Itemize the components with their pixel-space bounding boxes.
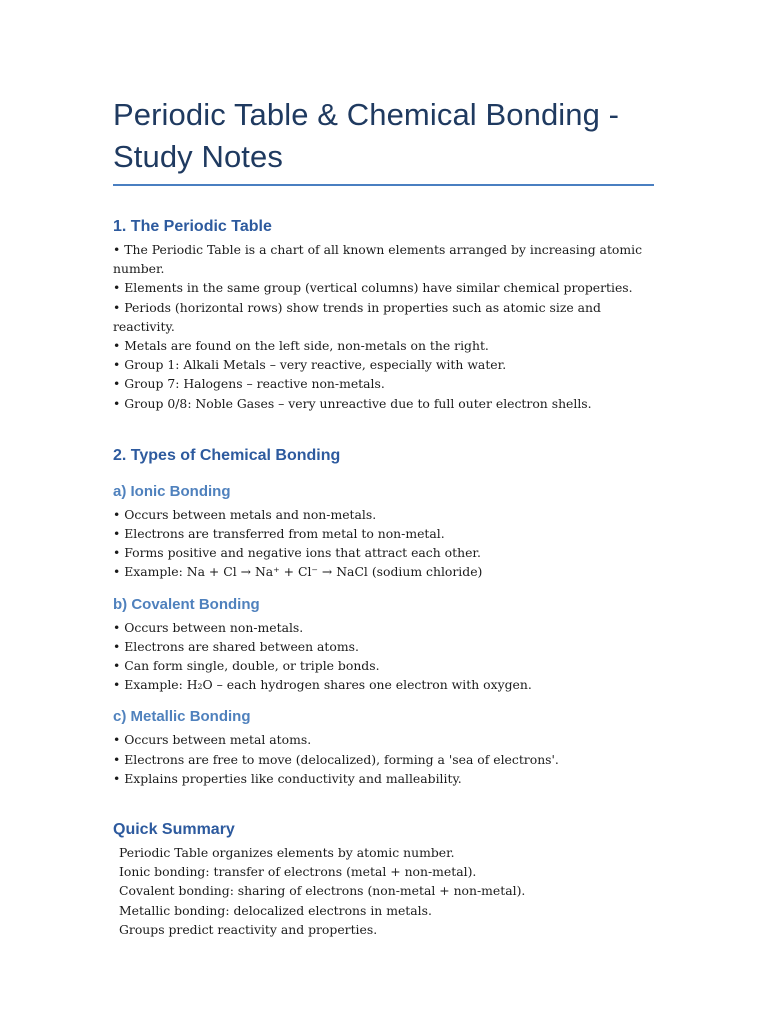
list-item: • Group 1: Alkali Metals – very reactive, especially with water. bbox=[113, 357, 507, 373]
list-item: • Occurs between metal atoms. bbox=[113, 732, 312, 748]
list-item: • Forms positive and negative ions that attract each other. bbox=[113, 545, 481, 561]
list-item: • Periods (horizontal rows) show trends in properties such as atomic size and reactivity. bbox=[113, 299, 601, 334]
section-quick-summary bbox=[113, 820, 658, 939]
list-item: • Occurs between metals and non-metals. bbox=[113, 506, 377, 522]
list-item: • Occurs between non-metals. bbox=[113, 619, 304, 635]
list-item: • Electrons are shared between atoms. bbox=[113, 638, 359, 654]
subheading-covalent-bonding: b) Covalent Bonding bbox=[113, 595, 260, 613]
list-item: Groups predict reactivity and properties. bbox=[119, 921, 378, 937]
section-heading-periodic-table: 1. The Periodic Table bbox=[113, 218, 272, 235]
list-item: Ionic bonding: transfer of electrons (metal + non-metal). bbox=[119, 864, 477, 880]
periodic-table-bullet-list bbox=[113, 240, 658, 413]
page-title: Periodic Table & Chemical Bonding - Study Notes bbox=[113, 97, 620, 174]
list-item: Periodic Table organizes elements by atomic number. bbox=[119, 845, 455, 861]
metallic-bonding-bullet-list bbox=[113, 730, 658, 788]
list-item: • Can form single, double, or triple bonds. bbox=[113, 658, 380, 674]
list-item: • Metals are found on the left side, non-metals on the right. bbox=[113, 338, 489, 354]
section-heading-quick-summary: Quick Summary bbox=[113, 821, 235, 839]
list-item: • Electrons are free to move (delocalized), forming a 'sea of electrons'. bbox=[113, 751, 559, 767]
subheading-ionic-bonding: a) Ionic Bonding bbox=[113, 482, 231, 500]
document-page bbox=[113, 0, 658, 939]
list-item: • Group 7: Halogens – reactive non-metals. bbox=[113, 376, 385, 392]
section-chemical-bonding bbox=[113, 446, 658, 788]
section-periodic-table bbox=[113, 217, 658, 413]
list-item: • Example: Na + Cl → Na⁺ + Cl⁻ → NaCl (sodium chloride) bbox=[113, 564, 483, 580]
list-item: • Group 0/8: Noble Gases – very unreactive due to full outer electron shells. bbox=[113, 395, 592, 411]
subheading-metallic-bonding: c) Metallic Bonding bbox=[113, 708, 251, 726]
ionic-bonding-bullet-list bbox=[113, 505, 658, 582]
list-item: • Explains properties like conductivity and malleability. bbox=[113, 770, 462, 786]
list-item: • Elements in the same group (vertical columns) have similar chemical properties. bbox=[113, 280, 633, 296]
list-item: Covalent bonding: sharing of electrons (non-metal + non-metal). bbox=[119, 883, 526, 899]
covalent-bonding-bullet-list bbox=[113, 618, 658, 695]
section-heading-chemical-bonding: 2. Types of Chemical Bonding bbox=[113, 446, 341, 464]
list-item: • Example: H₂O – each hydrogen shares one electron with oxygen. bbox=[113, 677, 532, 693]
title-underline-rule bbox=[113, 184, 654, 186]
list-item: Metallic bonding: delocalized electrons in metals. bbox=[119, 902, 432, 918]
list-item: • The Periodic Table is a chart of all known elements arranged by increasing atomic number. bbox=[113, 242, 643, 277]
list-item: • Electrons are transferred from metal to non-metal. bbox=[113, 526, 445, 542]
quick-summary-list bbox=[113, 843, 658, 939]
